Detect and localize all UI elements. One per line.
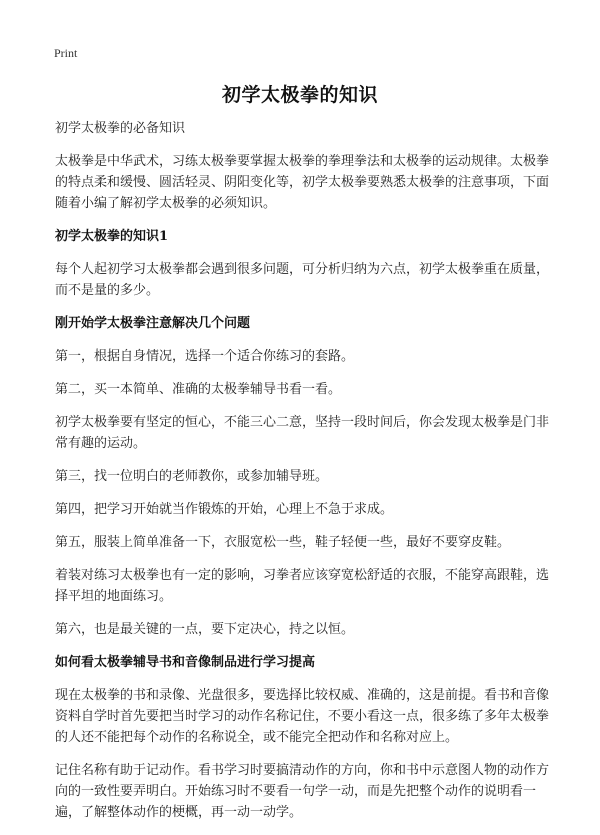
section-heading: 如何看太极拳辅导书和音像制品进行学习提高 [55,655,316,670]
list-item: 第二，买一本简单、准确的太极拳辅导书看一看。 [55,382,342,397]
paragraph: 太极拳是中华武术，习练太极拳要掌握太极拳的拳理拳法和太极拳的运动规律。太极拳的特点柔和缓慢、圆活轻灵、阴阳变化等，初学太极拳要熟悉太极拳的注意事项，下面随着小编了解初学太极拳的必须知识。 [55,154,550,211]
print-label: Print [54,46,78,60]
section-heading: 初学太极拳的知识1 [55,229,169,244]
paragraph: 初学太极拳要有坚定的恒心，不能三心二意，坚持一段时间后，你会发现太极拳是门非常有趣的运动。 [55,415,550,451]
paragraph: 记住名称有助于记动作。看书学习时要搞清动作的方向，你和书中示意图人物的动作方向的一致性要弄明白。开始练习时不要看一句学一动，而是先把整个动作的说明看一遍，了解整体动作的梗概，再一动一动学。 [55,763,550,820]
intro-subtitle: 初学太极拳的必备知识 [55,121,186,136]
list-item: 第五，服装上简单准备一下，衣服宽松一些，鞋子轻便一些，最好不要穿皮鞋。 [55,535,511,550]
list-item: 第一，根据自身情况，选择一个适合你练习的套路。 [55,349,355,364]
paragraph: 现在太极拳的书和录像、光盘很多，要选择比较权威、准确的，这是前提。看书和音像资料自学时首先要把当时学习的动作名称记住，不要小看这一点，很多练了多年太极拳的人还不能把每个动作的名称说全，或不能完全把动作和名称对应上。 [55,688,550,745]
page-title: 初学太极拳的知识 [221,84,378,106]
paragraph: 每个人起初学习太极拳都会遇到很多问题，可分析归纳为六点，初学太极拳重在质量，而不是量的多少。 [55,262,550,298]
list-item: 第四，把学习开始就当作锻炼的开始，心理上不急于求成。 [55,502,394,517]
section-heading: 刚开始学太极拳注意解决几个问题 [55,316,251,331]
list-item: 第六，也是最关键的一点，要下定决心，持之以恒。 [55,622,355,637]
list-item: 第三，找一位明白的老师教你，或参加辅导班。 [55,469,329,484]
article-body [55,118,558,835]
paragraph: 着装对练习太极拳也有一定的影响，习拳者应该穿宽松舒适的衣服，不能穿高跟鞋，选择平坦的地面练习。 [55,568,550,604]
